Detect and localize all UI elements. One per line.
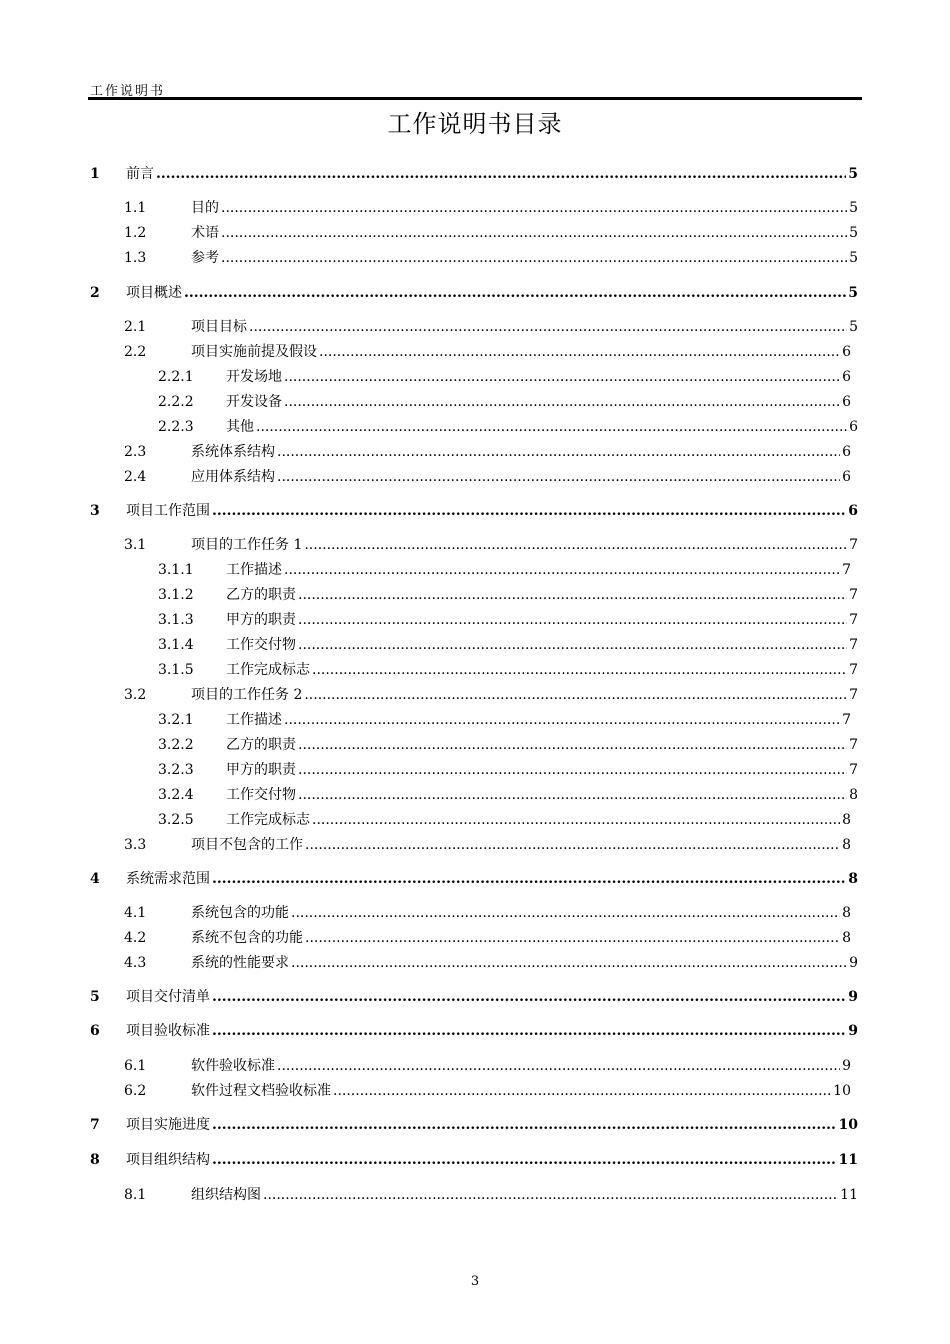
toc-entry-number: 6: [90, 1023, 100, 1039]
toc-entry-label: 术语: [191, 225, 219, 241]
toc-entry-page: 9: [848, 989, 858, 1005]
toc-entry-label: 甲方的职责: [226, 762, 296, 778]
toc-entry-label: 乙方的职责: [226, 737, 296, 753]
toc-entry-label: 项目概述: [126, 285, 182, 301]
toc-entry-label: 目的: [191, 200, 219, 216]
toc-leader-dots: [305, 930, 840, 946]
toc-entry[interactable]: [90, 500, 858, 520]
toc-entry-number: 8: [90, 1152, 100, 1168]
toc-entry-number: 2.1: [124, 319, 147, 335]
toc-leader-dots: [298, 787, 847, 803]
toc-leader-dots: [298, 762, 847, 778]
toc-entry-page: 9: [849, 955, 858, 971]
toc-entry-page: 9: [848, 1023, 858, 1039]
toc-entry-label: 工作完成标志: [226, 812, 310, 828]
toc-entry-label: 项目不包含的工作: [191, 837, 303, 853]
toc-entry-label: 工作交付物: [226, 637, 296, 653]
toc-entry-page: 8: [842, 837, 851, 853]
toc-entry[interactable]: [158, 559, 851, 579]
toc-entry-label: 工作完成标志: [226, 662, 310, 678]
toc-entry[interactable]: [124, 902, 851, 922]
toc-entry[interactable]: [124, 316, 858, 336]
toc-leader-dots: [277, 444, 840, 460]
toc-entry-page: 7: [842, 712, 851, 728]
toc-entry[interactable]: [90, 1149, 858, 1169]
toc-entry[interactable]: [124, 247, 858, 267]
toc-entry[interactable]: [124, 222, 858, 242]
toc-entry-page: 8: [842, 930, 851, 946]
toc-entry-number: 6.2: [124, 1083, 147, 1099]
toc-entry-label: 乙方的职责: [226, 587, 296, 603]
toc-entry[interactable]: [158, 584, 858, 604]
toc-entry-label: 工作交付物: [226, 787, 296, 803]
toc-entry-page: 5: [849, 319, 858, 335]
toc-entry[interactable]: [124, 341, 851, 361]
toc-leader-dots: [156, 166, 846, 182]
toc-entry-label: 系统包含的功能: [191, 905, 289, 921]
toc-leader-dots: [284, 369, 840, 385]
toc-entry[interactable]: [124, 952, 858, 972]
toc-entry-label: 软件验收标准: [191, 1058, 275, 1074]
page-title: 工作说明书目录: [387, 110, 563, 138]
toc-entry[interactable]: [124, 834, 851, 854]
toc-leader-dots: [212, 1152, 837, 1168]
toc-entry-number: 8.1: [124, 1187, 147, 1203]
toc-entry-label: 项目组织结构: [126, 1152, 210, 1168]
toc-entry-number: 3.2.1: [158, 712, 194, 728]
toc-leader-dots: [284, 394, 840, 410]
toc-leader-dots: [298, 612, 847, 628]
toc-entry-page: 8: [848, 871, 858, 887]
toc-entry-label: 项目工作范围: [126, 503, 210, 519]
toc-entry-number: 3.2.4: [158, 787, 194, 803]
toc-entry-label: 项目的工作任务 2: [191, 687, 303, 703]
page-number: 3: [470, 1274, 480, 1289]
toc-entry[interactable]: [124, 441, 851, 461]
toc-entry[interactable]: [158, 659, 858, 679]
toc-entry-label: 项目实施进度: [126, 1117, 210, 1133]
toc-entry-page: 6: [842, 394, 851, 410]
toc-entry[interactable]: [90, 1020, 858, 1040]
toc-leader-dots: [305, 837, 840, 853]
toc-entry[interactable]: [90, 163, 858, 183]
toc-leader-dots: [298, 637, 847, 653]
toc-entry-page: 6: [842, 369, 851, 385]
toc-leader-dots: [291, 955, 847, 971]
toc-entry-number: 3.1.5: [158, 662, 194, 678]
toc-entry-label: 项目目标: [191, 319, 247, 335]
toc-entry-label: 工作描述: [226, 562, 282, 578]
toc-entry[interactable]: [124, 1055, 851, 1075]
toc-entry-number: 3.2.3: [158, 762, 194, 778]
toc-entry-page: 11: [840, 1187, 858, 1203]
toc-leader-dots: [312, 662, 847, 678]
toc-entry-number: 4.1: [124, 905, 147, 921]
toc-entry[interactable]: [158, 416, 858, 436]
toc-entry-label: 项目验收标准: [126, 1023, 210, 1039]
toc-entry-number: 2.2.2: [158, 394, 194, 410]
toc-entry-number: 3.1.4: [158, 637, 194, 653]
running-header: 工作说明书: [90, 84, 166, 99]
toc-entry-number: 3.1.1: [158, 562, 194, 578]
toc-entry-page: 8: [842, 812, 851, 828]
toc-entry-page: 7: [849, 537, 858, 553]
toc-entry-label: 系统的性能要求: [191, 955, 289, 971]
toc-entry-number: 3.1.2: [158, 587, 194, 603]
toc-leader-dots: [277, 1058, 840, 1074]
toc-entry-number: 3.2: [124, 687, 147, 703]
toc-leader-dots: [284, 712, 840, 728]
toc-leader-dots: [256, 419, 847, 435]
toc-entry-number: 2.2.3: [158, 419, 194, 435]
toc-entry-page: 6: [842, 469, 851, 485]
toc-entry-page: 6: [848, 503, 858, 519]
toc-entry-number: 2.4: [124, 469, 147, 485]
toc-entry-page: 7: [849, 762, 858, 778]
toc-entry[interactable]: [90, 1114, 858, 1134]
toc-entry-number: 4: [90, 871, 100, 887]
toc-entry-page: 7: [849, 612, 858, 628]
toc-entry-label: 开发设备: [226, 394, 282, 410]
toc-entry[interactable]: [158, 759, 858, 779]
toc-entry-page: 7: [849, 587, 858, 603]
toc-entry[interactable]: [124, 1080, 851, 1100]
toc-leader-dots: [312, 812, 840, 828]
toc-entry-number: 4.2: [124, 930, 147, 946]
header-rule: [88, 97, 862, 100]
toc-entry-label: 参考: [191, 250, 219, 266]
toc-entry-label: 工作描述: [226, 712, 282, 728]
toc-entry-number: 4.3: [124, 955, 147, 971]
toc-leader-dots: [263, 1187, 838, 1203]
toc-entry-page: 5: [849, 250, 858, 266]
toc-entry-page: 8: [842, 905, 851, 921]
toc-entry-label: 前言: [126, 166, 154, 182]
toc-entry-page: 6: [849, 419, 858, 435]
toc-entry-label: 软件过程文档验收标准: [191, 1083, 331, 1099]
toc-entry-page: 5: [849, 225, 858, 241]
toc-leader-dots: [212, 1117, 837, 1133]
toc-entry-number: 3.1.3: [158, 612, 194, 628]
toc-entry[interactable]: [124, 684, 858, 704]
toc-entry[interactable]: [90, 986, 858, 1006]
toc-entry[interactable]: [124, 197, 858, 217]
toc-entry-page: 7: [849, 687, 858, 703]
toc-entry-number: 2.2.1: [158, 369, 194, 385]
toc-entry-page: 5: [848, 166, 858, 182]
toc-entry-page: 7: [849, 662, 858, 678]
toc-entry-number: 3.2.5: [158, 812, 194, 828]
toc-entry[interactable]: [158, 634, 858, 654]
toc-entry[interactable]: [158, 709, 851, 729]
toc-entry-label: 系统需求范围: [126, 871, 210, 887]
toc-entry-label: 系统不包含的功能: [191, 930, 303, 946]
toc-entry[interactable]: [158, 784, 858, 804]
toc-entry-label: 项目交付清单: [126, 989, 210, 1005]
toc-leader-dots: [304, 687, 847, 703]
toc-leader-dots: [291, 905, 840, 921]
toc-entry-number: 7: [90, 1117, 100, 1133]
toc-leader-dots: [249, 319, 847, 335]
toc-entry-label: 甲方的职责: [226, 612, 296, 628]
toc-entry[interactable]: [158, 734, 858, 754]
toc-entry[interactable]: [90, 282, 858, 302]
toc-entry-page: 8: [849, 787, 858, 803]
toc-entry-page: 11: [838, 1152, 858, 1168]
toc-entry-number: 1.2: [124, 225, 147, 241]
toc-leader-dots: [212, 503, 846, 519]
toc-entry-label: 组织结构图: [191, 1187, 261, 1203]
toc-entry[interactable]: [124, 1184, 858, 1204]
toc-entry[interactable]: [158, 391, 851, 411]
toc-leader-dots: [284, 562, 840, 578]
toc-entry-number: 3.1: [124, 537, 147, 553]
toc-leader-dots: [298, 587, 847, 603]
toc-entry-number: 1.1: [124, 200, 147, 216]
toc-leader-dots: [212, 989, 846, 1005]
toc-entry-number: 3.3: [124, 837, 147, 853]
toc-entry-number: 5: [90, 989, 100, 1005]
toc-leader-dots: [221, 250, 847, 266]
toc-entry-page: 6: [842, 344, 851, 360]
toc-entry-label: 其他: [226, 419, 254, 435]
toc-entry-page: 5: [849, 200, 858, 216]
toc-leader-dots: [298, 737, 847, 753]
toc-entry[interactable]: [124, 534, 858, 554]
toc-entry-label: 应用体系结构: [191, 469, 275, 485]
toc-entry-number: 2.3: [124, 444, 147, 460]
toc-leader-dots: [212, 1023, 846, 1039]
toc-leader-dots: [212, 871, 846, 887]
toc-entry-page: 9: [842, 1058, 851, 1074]
toc-entry[interactable]: [124, 927, 851, 947]
toc-entry-number: 6.1: [124, 1058, 147, 1074]
toc-entry-page: 10: [838, 1117, 858, 1133]
toc-entry[interactable]: [158, 609, 858, 629]
toc-entry[interactable]: [158, 366, 851, 386]
toc-leader-dots: [221, 225, 847, 241]
toc-entry-page: 7: [842, 562, 851, 578]
toc-leader-dots: [184, 285, 846, 301]
toc-entry-number: 3.2.2: [158, 737, 194, 753]
toc-entry[interactable]: [158, 809, 851, 829]
toc-entry-number: 1: [90, 166, 100, 182]
toc-entry-page: 10: [833, 1083, 851, 1099]
toc-entry[interactable]: [124, 466, 851, 486]
toc-entry-page: 6: [842, 444, 851, 460]
toc-entry-page: 5: [848, 285, 858, 301]
toc-entry-label: 项目实施前提及假设: [191, 344, 317, 360]
toc-leader-dots: [319, 344, 840, 360]
toc-leader-dots: [277, 469, 840, 485]
toc-entry-label: 项目的工作任务 1: [191, 537, 303, 553]
toc-entry-number: 2: [90, 285, 100, 301]
toc-entry-number: 2.2: [124, 344, 147, 360]
toc-leader-dots: [333, 1083, 831, 1099]
toc-entry-page: 7: [849, 637, 858, 653]
toc-leader-dots: [304, 537, 847, 553]
toc-entry[interactable]: [90, 868, 858, 888]
toc-entry-number: 3: [90, 503, 100, 519]
toc-leader-dots: [221, 200, 847, 216]
toc-entry-label: 开发场地: [226, 369, 282, 385]
toc-entry-label: 系统体系结构: [191, 444, 275, 460]
toc-entry-page: 7: [849, 737, 858, 753]
toc-entry-number: 1.3: [124, 250, 147, 266]
